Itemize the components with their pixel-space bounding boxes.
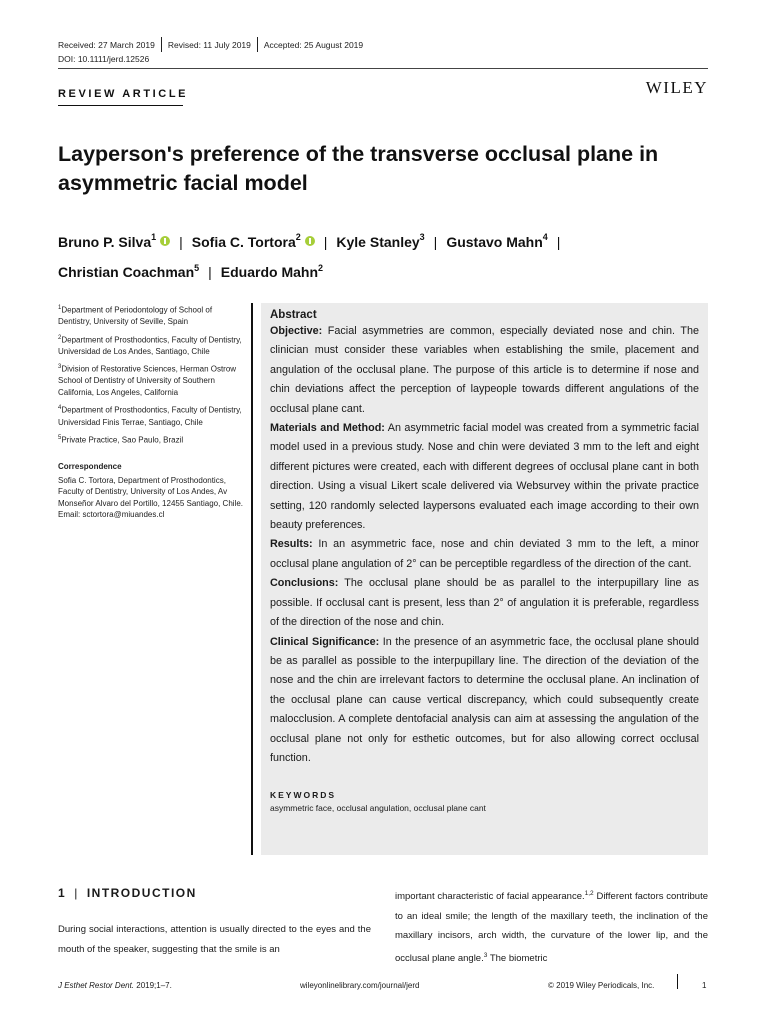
author[interactable]: Kyle Stanley$^3$ (336, 232, 425, 250)
affiliation: $^5$Private Practice, Sao Paulo, Brazil (58, 435, 184, 445)
author[interactable]: Sofia C. Tortora$^2$ (192, 234, 315, 250)
orcid-icon[interactable] (160, 236, 170, 246)
affiliations (58, 303, 243, 521)
revised-date: Revised: 11 July 2019 (167, 39, 251, 50)
keywords-heading: KEYWORDS (270, 790, 337, 801)
date-separator (161, 37, 162, 52)
citation[interactable]: 1,2 (584, 890, 594, 897)
correspondence-heading: Correspondence (58, 462, 122, 472)
section-heading-introduction: 1 | INTRODUCTION (58, 886, 197, 900)
keywords-list: asymmetric face, occlusal angulation, occlusal plane cant (270, 803, 486, 814)
affiliation: $^3$Division of Restorative Sciences, Herman Ostrow School of Dentistry of University of Southern California, Los Angeles, California (58, 364, 237, 397)
author[interactable]: Bruno P. Silva$^1$ (58, 234, 170, 250)
abstract-clinical-significance: Clinical Significance: In the presence of an asymmetric face, the occlusal plane should be as parallel as possible to the interpupillary line. The direction of the deviation of the nose and the chin are irrelevant factors to determine the occlusal plane. An inclination of the occlusal plane can cause vertical discrepancy, which could subsequently create malocclusion. A complete dentofacial analysis can aim at assessing the angulation of the occlusal plane not only for esthetic outcomes, but for also allowing correct occlusal function. (270, 635, 699, 764)
article-type-underline (58, 105, 183, 106)
abstract-objective: Objective: Facial asymmetries are common, especially deviated nose and chin. The clinician must consider these variables when establishing the smile, placement and angulation of the occlusal plane. The purpose of this article is to determine if nose and chin deviations affect the perception of laypeople towards different angulations of the occlusal plane cant. (270, 325, 699, 415)
author[interactable]: Gustavo Mahn$^4$ (446, 232, 548, 250)
accepted-date: Accepted: 25 August 2019 (263, 39, 364, 50)
article-type: REVIEW ARTICLE (58, 88, 189, 100)
abstract-conclusions: Conclusions: The occlusal plane should be as parallel to the interpupillary line as possible. If occlusal cant is present, less than 2° of angulation it is preferable, regardless of the direction of the nose and chin. (270, 577, 699, 629)
date-separator (257, 37, 258, 52)
intro-column-left: During social interactions, attention is usually directed to the eyes and the mouth of the speaker, suggesting that the smile is an (58, 924, 371, 955)
footer-separator (677, 974, 678, 989)
abstract-box (261, 303, 708, 855)
paper-title: Layperson's preference of the transverse occlusal plane in asymmetric facial model (58, 142, 659, 195)
footer-journal-url[interactable]: wileyonlinelibrary.com/journal/jerd (300, 981, 420, 990)
footer-journal-citation: J Esthet Restor Dent. 2019;1–7. (58, 981, 172, 990)
correspondence-address: Sofia C. Tortora, Department of Prosthodontics, Faculty of Dentistry, University of Los Andes, Av Monseñor Alvaro del Portillo, 12455 Santiago, Chile. Email: sctortora@miuandes.cl (58, 475, 243, 520)
abstract-heading: Abstract (270, 309, 317, 321)
affiliation: $^1$Department of Periodontology of School of Dentistry, University of Seville, Spain (58, 305, 213, 327)
intro-column-right: important characteristic of facial appearance.$^{1,2}$ Different factors contribute to an ideal smile; the length of the maxillary teeth, the inclination of the maxillary incisors, arch width, the curvature of the lower lip, and the occlusal plane angle.$^3$ The biometric (395, 890, 708, 964)
citation[interactable]: 3 (483, 951, 488, 959)
publisher-logo: WILEY (645, 78, 708, 97)
header-divider (58, 68, 708, 69)
affiliation: $^4$Department of Prosthodontics, Faculty of Dentistry, Universidad Finis Terrae, Santiago, Chile (58, 405, 242, 427)
author-list: Bruno P. Silva$^1$ | Sofia C. Tortora$^2$ | Kyle Stanley$^3$ | Gustavo Mahn$^4$ | Christian Coachman$^5$ | Eduardo Mahn$^2$ (58, 232, 561, 281)
affiliation: $^2$Department of Prosthodontics, Faculty of Dentistry, Universidad de Los Andes, Santiago, Chile (58, 334, 242, 356)
author[interactable]: Christian Coachman$^5$ (58, 262, 200, 281)
page-number: 1 (702, 981, 707, 990)
abstract-methods: Materials and Method: An asymmetric facial model was created from a symmetric facial model used in a previous study. Nose and chin were deviated 3 mm to the left and eight different pictures were created, each with different degrees of occlusal plane cant in both direction. Using a visual Likert scale delivered via Websurvey within the private practice setting, 120 randomly selected laypersons evaluated each image according to their own beauty preferences. (270, 422, 699, 532)
received-date: Received: 27 March 2019 (58, 39, 155, 50)
correspondence-email[interactable]: Email: sctortora@miuandes.cl (58, 510, 165, 520)
footer-copyright: © 2019 Wiley Periodicals, Inc. (548, 981, 655, 990)
abstract-results: Results: In an asymmetric face, nose and chin deviated 3 mm to the left, a minor occlusal plane angulation of 2° can be perceptible regardless of the direction of the cant. (270, 538, 699, 570)
author[interactable]: Eduardo Mahn$^2$ (220, 262, 324, 281)
doi-link[interactable]: DOI: 10.1111/jerd.12526 (58, 54, 150, 64)
orcid-icon[interactable] (305, 236, 315, 246)
publication-dates (58, 37, 363, 52)
abstract-side-rule (251, 303, 253, 855)
